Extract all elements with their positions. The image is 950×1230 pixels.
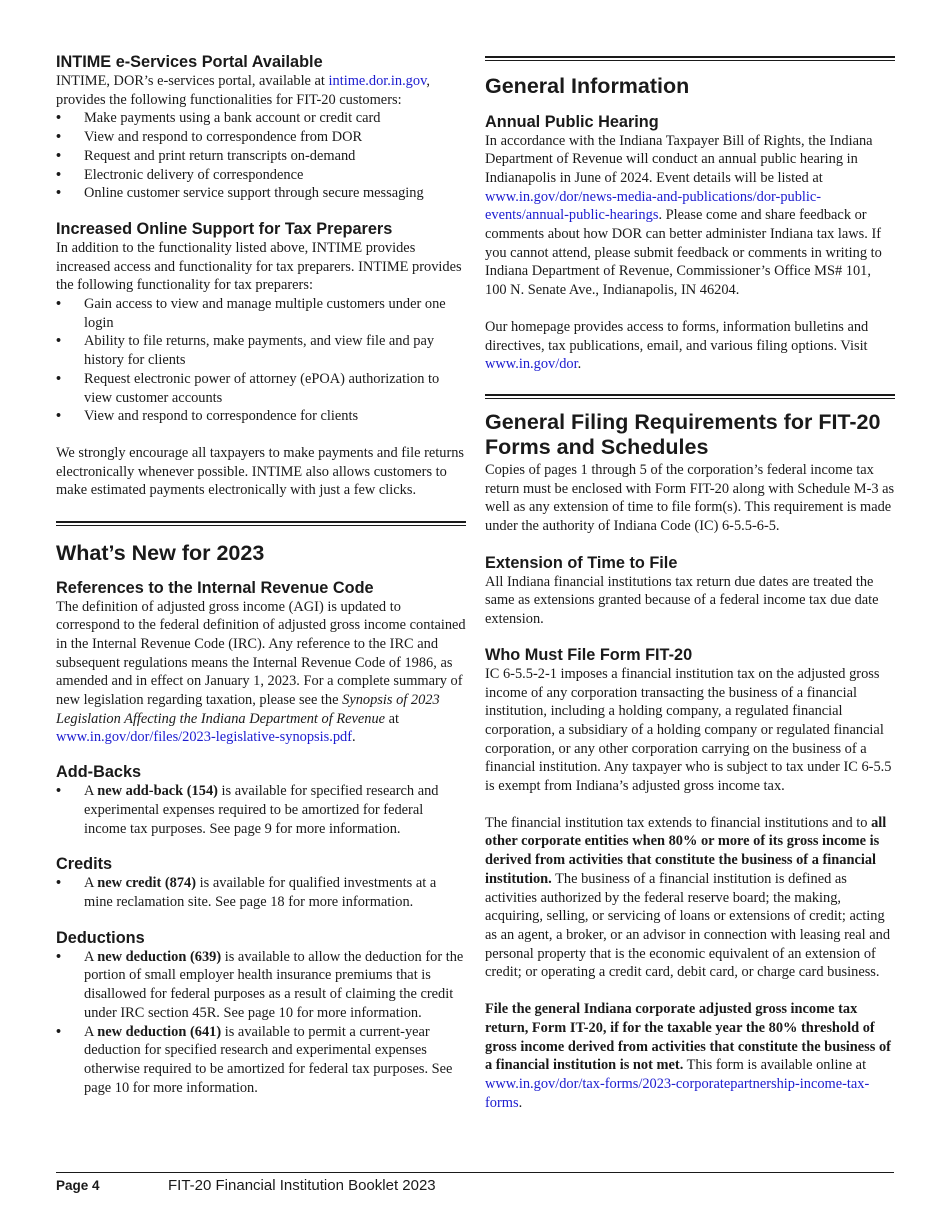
- page-footer: [56, 1172, 894, 1194]
- credits-heading: Credits: [56, 855, 113, 874]
- dor-homepage-link[interactable]: www.in.gov/dor: [485, 356, 578, 373]
- preparers-intro: In addition to the functionality listed above, INTIME provides increased access and functionality for tax preparers. INTIME provides the following functionality for tax preparers:: [56, 239, 462, 294]
- left-column: [56, 0, 466, 1097]
- list-item: • Electronic delivery of correspondence: [56, 166, 466, 185]
- list-item: • A new deduction (641) is available to permit a current-year deduction for specified research and experimental expenses otherwise required to be amortized for federal tax purposes. See page 10 for more information.: [56, 1023, 466, 1098]
- intime-link[interactable]: intime.dor.in.gov: [328, 73, 427, 89]
- filing-requirements-heading: General Filing Requirements for FIT-20 Forms and Schedules: [485, 409, 881, 460]
- list-item: • Online customer service support through secure messaging: [56, 184, 466, 203]
- section-divider: [485, 56, 895, 61]
- list-item: • A new credit (874) is available for qualified investments at a mine reclamation site. See page 18 for more information.: [56, 874, 466, 911]
- irc-heading: References to the Internal Revenue Code: [56, 578, 374, 597]
- hearing-heading: Annual Public Hearing: [485, 112, 659, 131]
- list-item: • Ability to file returns, make payments, and view file and pay history for clients: [56, 332, 466, 369]
- deductions-list: [56, 948, 466, 1098]
- filing-requirements-text: Copies of pages 1 through 5 of the corporation’s federal income tax return must be enclosed with Form FIT-20 along with Schedule M-3 as well as any extension of time to file form(s). This requirement is made under the authority of Indiana Code (IC) 6-5.5-6-5.: [485, 461, 895, 535]
- whats-new-heading: What’s New for 2023: [56, 541, 265, 566]
- intime-list: [56, 109, 466, 203]
- section-divider: [485, 394, 895, 399]
- preparers-heading: Increased Online Support for Tax Preparers: [56, 219, 393, 238]
- addbacks-heading: Add-Backs: [56, 763, 142, 782]
- extension-text: All Indiana financial institutions tax return due dates are treated the same as extensions granted because of a federal income tax due date extension.: [485, 573, 879, 628]
- homepage-text: Our homepage provides access to forms, information bulletins and directives, tax publications, email, and various filing options. Visit www.in.gov/dor.: [485, 318, 869, 373]
- list-item: • A new add-back (154) is available for specified research and experimental expenses required to be amortized for federal income tax purposes. See page 9 for more information.: [56, 782, 466, 838]
- list-item: • Make payments using a bank account or credit card: [56, 109, 466, 128]
- page-number: Page 4: [56, 1178, 100, 1193]
- preparers-closing: We strongly encourage all taxpayers to make payments and file returns electronically whenever possible. INTIME also allows customers to make estimated payments electronically with just a few clicks.: [56, 444, 465, 499]
- right-column: [485, 0, 895, 1112]
- deductions-heading: Deductions: [56, 928, 145, 947]
- section-divider: [56, 521, 466, 526]
- list-item: • Gain access to view and manage multiple customers under one login: [56, 295, 466, 332]
- financial-institution-text: The financial institution tax extends to financial institutions and to all other corporate entities when 80% or more of its gross income is derived from activities that constitute the business of a financial institution. The business of a financial institution is defined as activities authorized by the federal reserve board; the making, acquiring, selling, or servicing of loans or extensions of credit; acting as an agent, a broker, or an advisor in connection with leasing real and personal property that is the economic equivalent of an extension of credit; or operating a credit card, debit card, or charge card business.: [485, 814, 891, 981]
- general-info-heading: General Information: [485, 74, 690, 98]
- irc-text: The definition of adjusted gross income (AGI) is updated to correspond to the federal definition of adjusted gross income contained in the Internal Revenue Code (IRC). Any reference to the IRC and subsequent regulations means the Internal Revenue Code of 1986, as amended and in effect on January 1, 2023. For a complete summary of new legislation regarding taxation, please see the Synopsis of 2023 Legislation Affecting the Indiana Department of Revenue at www.in.gov/dor/files/2023-legislative-synopsis.pdf.: [56, 598, 466, 746]
- legislative-synopsis-link[interactable]: www.in.gov/dor/files/2023-legislative-synopsis.pdf: [56, 729, 353, 746]
- public-hearings-link[interactable]: www.in.gov/dor/news-media-and-publications/dor-public-events/annual-public-hearings: [485, 188, 822, 224]
- intime-intro: INTIME, DOR’s e-services portal, available at intime.dor.in.gov, provides the following functionalities for FIT-20 customers:: [56, 73, 430, 108]
- list-item: • Request electronic power of attorney (ePOA) authorization to view customer accounts: [56, 370, 466, 407]
- who-must-file-heading: Who Must File Form FIT-20: [485, 645, 693, 664]
- it20-text: File the general Indiana corporate adjusted gross income tax return, Form IT-20, if for the taxable year the 80% threshold of gross income derived from activities that constitute the business of a financial institution is not met. This form is available online at www.in.gov/dor/tax-forms/2023-corporatepartnership-income-tax-forms.: [485, 1001, 891, 1111]
- addbacks-list: [56, 782, 466, 838]
- tax-forms-link[interactable]: www.in.gov/dor/tax-forms/2023-corporatepartnership-income-tax-forms: [485, 1075, 870, 1111]
- extension-heading: Extension of Time to File: [485, 553, 678, 572]
- intime-heading: INTIME e-Services Portal Available: [56, 53, 323, 71]
- hearing-text: In accordance with the Indiana Taxpayer Bill of Rights, the Indiana Department of Revenue will conduct an annual public hearing in Indianapolis in June of 2024. Event details will be listed at www.in.gov/dor/news-media-and-publications/dor-public-events/annual-public-hearings. Please come and share feedback or comments about how DOR can better administer Indiana tax laws. If you cannot attend, please submit feedback or comments in writing to Indiana Department of Revenue, Commissioner’s Office MS# 101, 100 N. Senate Ave., Indianapolis, IN 46204.: [485, 132, 882, 299]
- list-item: • A new deduction (639) is available to allow the deduction for the portion of small employer health insurance premiums that is disallowed for federal purposes as a result of claiming the credit under IRC section 45R. See page 10 for more information.: [56, 948, 466, 1023]
- booklet-title: FIT-20 Financial Institution Booklet 2023: [168, 1177, 436, 1194]
- list-item: • View and respond to correspondence from DOR: [56, 128, 466, 147]
- who-must-file-text: IC 6-5.5-2-1 imposes a financial institution tax on the adjusted gross income of any corporation transacting the business of a financial institution, including a holding company, a regulated financial corporation, a subsidiary of a holding company or regulated financial corporation, or any other corporation carrying on the business of a financial institution. Any taxpayer who is subject to tax under IC 6-5.5 is exempt from Indiana’s adjusted gross income tax.: [485, 665, 892, 795]
- list-item: • Request and print return transcripts on-demand: [56, 147, 466, 166]
- credits-list: [56, 874, 466, 911]
- preparers-list: [56, 295, 466, 426]
- list-item: • View and respond to correspondence for clients: [56, 407, 466, 426]
